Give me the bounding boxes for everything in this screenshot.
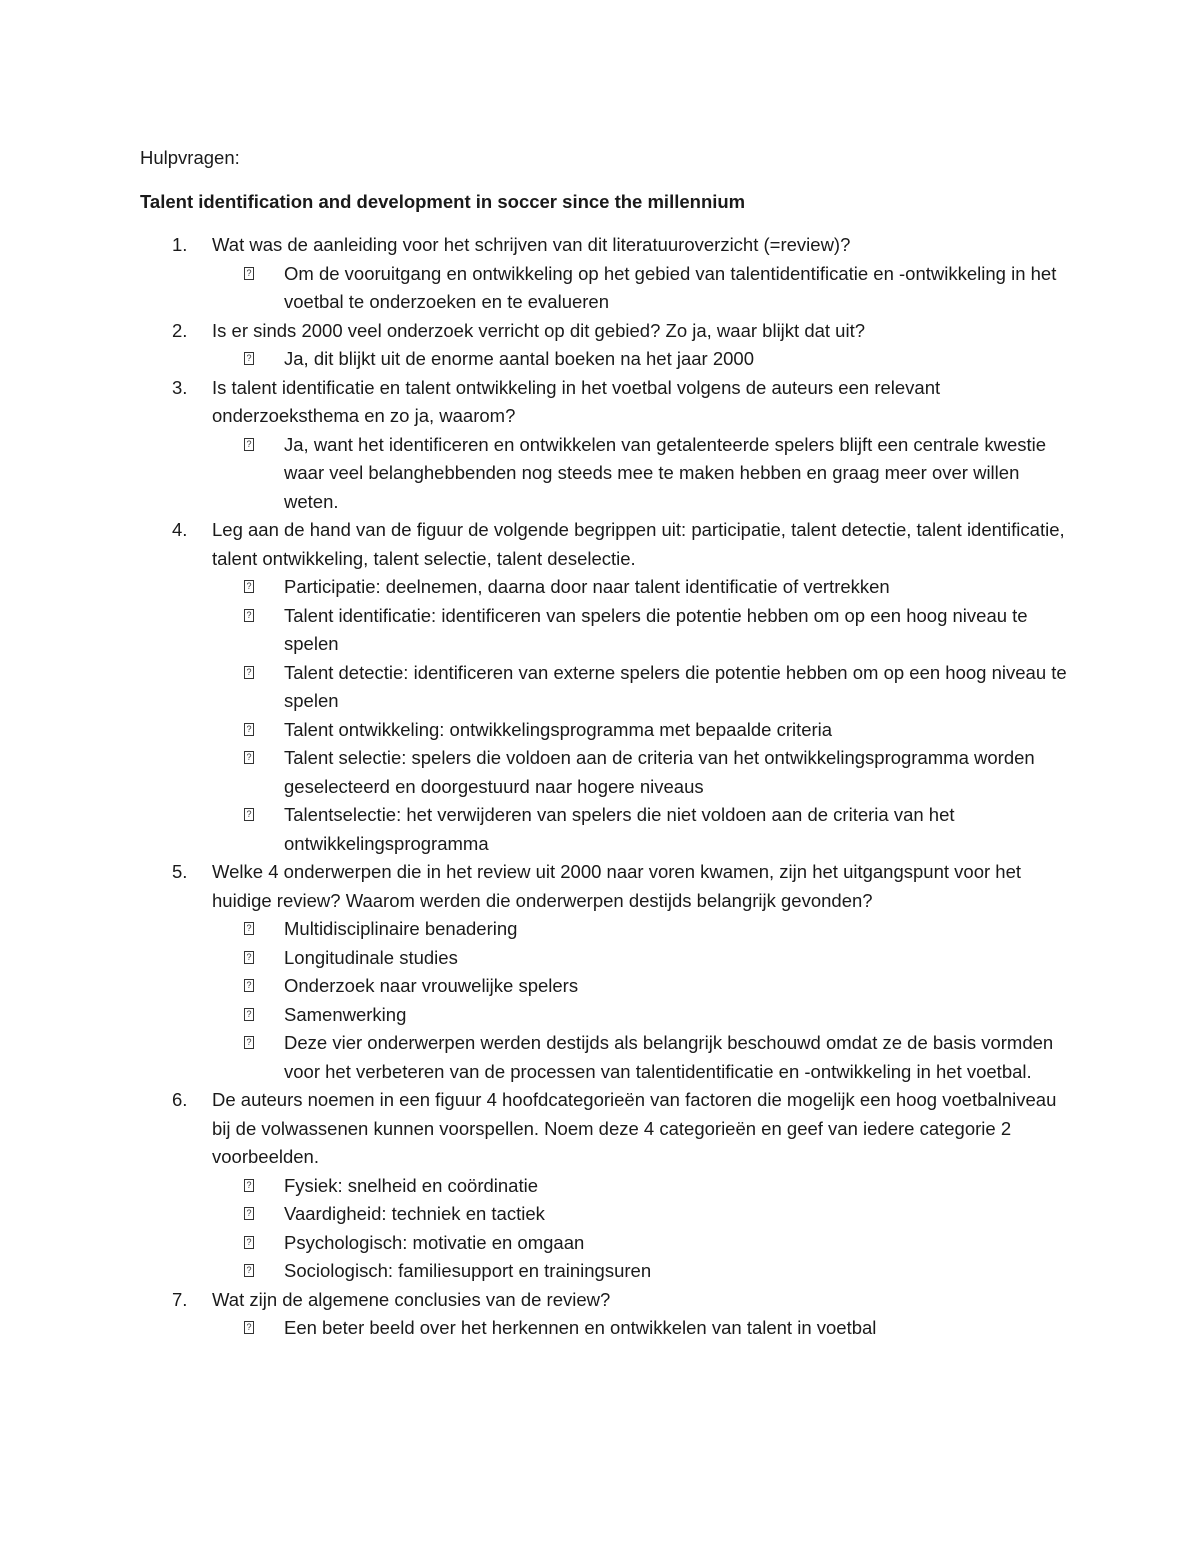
answer-list [212,345,1070,374]
missing-glyph-box-icon [244,580,254,593]
missing-glyph-box-icon [244,1207,254,1220]
answer-text: Een beter beeld over het herkennen en ontwikkelen van talent in voetbal [284,1317,877,1338]
question-text: Is er sinds 2000 veel onderzoek verricht op dit gebied? Zo ja, waar blijkt dat uit? [212,319,866,341]
missing-glyph-box-icon [244,666,254,679]
answer-item [212,744,1070,801]
answer-item [212,1172,1070,1201]
answer-item [212,1001,1070,1030]
article-title: Talent identification and development in soccer since the millennium [140,190,746,212]
answer-text: Talent detectie: identificeren van externe spelers die potentie hebben om op een hoog niveau te spelen [284,661,1067,711]
answer-item [212,716,1070,745]
answer-list [212,915,1070,1086]
answer-list [212,1172,1070,1286]
answer-list [212,1314,1070,1343]
question-number: 1. [172,234,188,255]
missing-glyph-box-icon [244,352,254,365]
answer-item [212,573,1070,602]
document-content [140,144,1070,1343]
missing-glyph-box-icon [244,1008,254,1021]
answer-text: Samenwerking [284,1003,407,1025]
question-item [140,317,1070,374]
answer-text: Talentselectie: het verwijderen van spelers die niet voldoen aan de criteria van het ontwikkelingsprogramma [284,804,955,854]
missing-glyph-box-icon [244,1179,254,1192]
answer-text: Longitudinale studies [284,946,458,968]
question-number: 5. [172,861,188,882]
answer-text: Talent identificatie: identificeren van spelers die potentie hebben om op een hoog niveau te spelen [284,604,1028,654]
answer-text: Deze vier onderwerpen werden destijds als belangrijk beschouwd omdat ze de basis vormden voor het verbeteren van de processen van talentidentificatie en -ontwikkeling in het voetbal. [284,1032,1054,1082]
answer-item [212,659,1070,716]
missing-glyph-box-icon [244,808,254,821]
question-text: Is talent identificatie en talent ontwikkeling in het voetbal volgens de auteurs een relevant onderzoeksthema en zo ja, waarom? [212,376,941,426]
document-heading: Hulpvragen: [140,147,240,168]
missing-glyph-box-icon [244,1036,254,1049]
question-number: 2. [172,319,188,341]
missing-glyph-box-icon [244,1264,254,1277]
question-item [140,374,1070,517]
answer-text: Om de vooruitgang en ontwikkeling op het gebied van talentidentificatie en -ontwikkeling in het voetbal te onderzoeken en te evalueren [284,262,1057,312]
answer-list [212,431,1070,517]
answer-text: Talent ontwikkeling: ontwikkelingsprogramma met bepaalde criteria [284,718,833,740]
answer-text: Fysiek: snelheid en coördinatie [284,1174,539,1196]
answer-list [212,260,1070,317]
missing-glyph-box-icon [244,723,254,736]
answer-text: Participatie: deelnemen, daarna door naar talent identificatie of vertrekken [284,576,890,597]
missing-glyph-box-icon [244,267,254,280]
missing-glyph-box-icon [244,922,254,935]
question-item [140,1086,1070,1286]
question-item [140,1286,1070,1343]
answer-text: Multidisciplinaire benadering [284,918,518,939]
answer-item [212,431,1070,517]
question-list [140,231,1070,1343]
answer-item [212,345,1070,374]
question-item [140,231,1070,317]
missing-glyph-box-icon [244,751,254,764]
answer-item [212,915,1070,944]
answer-item [212,260,1070,317]
answer-text: Vaardigheid: techniek en tactiek [284,1203,545,1224]
answer-text: Sociologisch: familiesupport en trainingsuren [284,1260,652,1281]
question-text: Welke 4 onderwerpen die in het review uit 2000 naar voren kwamen, zijn het uitgangspunt voor het huidige review? Waarom werden die onderwerpen destijds belangrijk gevonden? [212,861,1022,911]
answer-text: Ja, want het identificeren en ontwikkelen van getalenteerde spelers blijft een centrale kwestie waar veel belanghebbenden nog steeds mee te maken hebben en graag meer over willen weten. [284,433,1047,512]
answer-text: Ja, dit blijkt uit de enorme aantal boeken na het jaar 2000 [284,348,755,369]
missing-glyph-box-icon [244,438,254,451]
missing-glyph-box-icon [244,951,254,964]
answer-item [212,1257,1070,1286]
answer-item [212,602,1070,659]
answer-item [212,801,1070,858]
question-text: Wat zijn de algemene conclusies van de review? [212,1288,611,1310]
answer-text: Talent selectie: spelers die voldoen aan de criteria van het ontwikkelingsprogramma worden geselecteerd en doorgestuurd naar hogere niveaus [284,747,1035,797]
question-item [140,516,1070,858]
question-text: Wat was de aanleiding voor het schrijven van dit literatuuroverzicht (=review)? [212,234,851,255]
answer-item [212,1029,1070,1086]
answer-item [212,972,1070,1001]
missing-glyph-box-icon [244,979,254,992]
question-item [140,858,1070,1086]
question-number: 6. [172,1089,188,1110]
missing-glyph-box-icon [244,1321,254,1334]
answer-list [212,573,1070,858]
question-text: De auteurs noemen in een figuur 4 hoofdcategorieën van factoren die mogelijk een hoog voetbalniveau bij de volwassenen kunnen voorspellen. Noem deze 4 categorieën en geef van iedere categorie 2 voorbeelden. [212,1089,1057,1167]
question-number: 3. [172,376,188,398]
answer-item [212,1314,1070,1343]
question-number: 4. [172,519,188,540]
missing-glyph-box-icon [244,1236,254,1249]
answer-text: Psychologisch: motivatie en omgaan [284,1231,585,1253]
question-number: 7. [172,1288,188,1310]
answer-item [212,1229,1070,1258]
missing-glyph-box-icon [244,609,254,622]
answer-item [212,1200,1070,1229]
answer-item [212,944,1070,973]
question-text: Leg aan de hand van de figuur de volgende begrippen uit: participatie, talent detectie, talent identificatie, talent ontwikkeling, talent selectie, talent deselectie. [212,519,1065,569]
answer-text: Onderzoek naar vrouwelijke spelers [284,975,579,996]
